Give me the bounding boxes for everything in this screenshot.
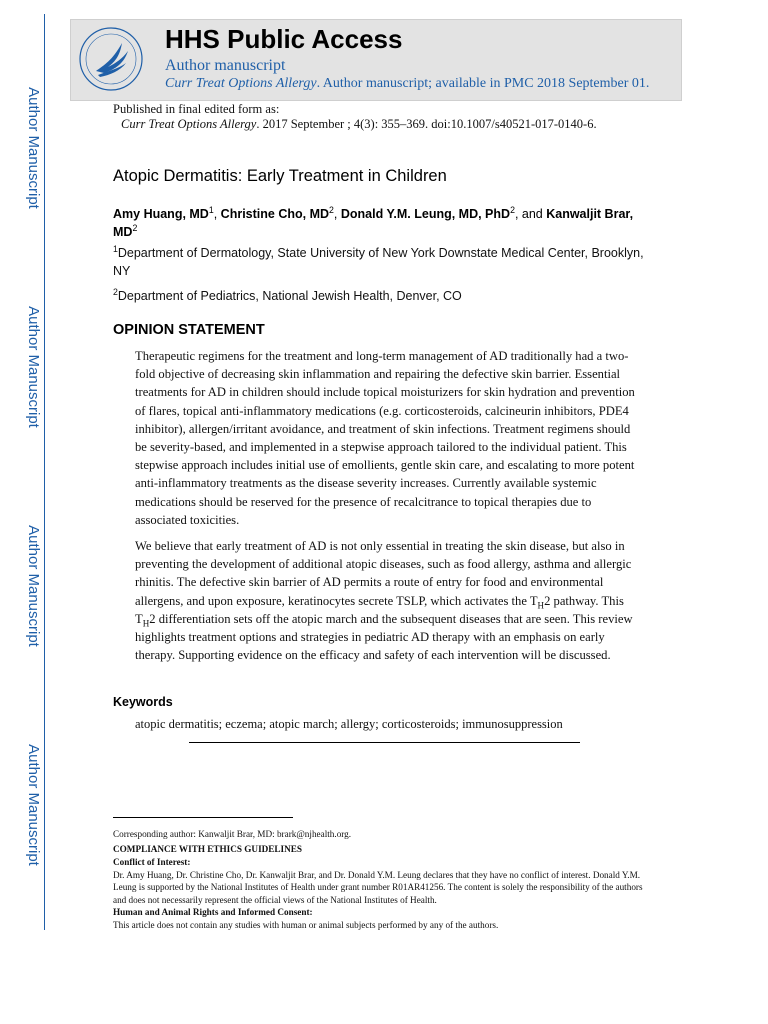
affiliation: $^2$Department of Pediatrics, National Jewish Health, Denver, CO [113,286,462,303]
section-divider [189,742,580,743]
conflict-of-interest-text: Dr. Amy Huang, Dr. Christine Cho, Dr. Kanwaljit Brar, and Dr. Donald Y.M. Leung declares that they have no conflict of interest. Donald Y.M. Leung is supported by the National Institutes of Health under grant number R01AR41256. The content is solely the responsibility of the authors and does not necessarily represent the official views of the National Institutes of Health. [113,870,643,905]
author-name: Donald Y.M. Leung, MD, PhD [340,207,511,221]
opinion-statement-heading: OPINION STATEMENT [113,322,265,338]
opinion-paragraph: We believe that early treatment of AD is not only essential in treating the skin disease, but also in preventing the development of additional atopic diseases, such as food allergy, asthma and allergic rhinitis. The defective skin barrier of AD permits a route of entry for food and environmental allergens, and upon exposure, keratinocytes secrete TSLP, which activates the $T_H2$ pathway. This $T_H2$ differentiation sets off the atopic march and the subsequent diseases that are seen. This review highlights treatment options and strategies in pediatric AD therapy with an emphasis on early therapy. Supporting evidence on the efficacy and safety of each intervention will be discussed. [135,539,633,663]
published-note: Published in final edited form as: [113,102,280,116]
article-title: Atopic Dermatitis: Early Treatment in Children [113,167,447,185]
conflict-of-interest-heading: Conflict of Interest: [113,857,191,867]
opinion-paragraph: Therapeutic regimens for the treatment and long-term management of AD traditionally had a two-fold objective of decreasing skin inflammation and repairing the defective skin barrier. Essential treatments for AD in children should include topical moisturizers for skin hydration and prevention of flares, topical anti-inflammatory medications (e.g. corticosteroids, calcineurin inhibitors, PDE4 inhibitor), allergen/irritant avoidance, and treatment of skin infections. Treatment regimens should be severity-based, and implemented in a stepwise approach tailored to the individual patient. This stepwise approach includes initial use of emollients, gentle skin care, and escalating to more potent anti-inflammatory treatments as the disease severity increases. Currently available systemic medications should be reserved for the presence of recalcitrance to topical therapies due to associated toxicities. [135,349,635,527]
keywords-list: atopic dermatitis; eczema; atopic march; allergy; corticosteroids; immunosuppression [135,717,563,731]
affiliation: $^1$Department of Dermatology, State University of New York Downstate Medical Center, Brooklyn, NY [113,243,644,278]
margin-rule [44,14,45,930]
human-animal-rights-text: This article does not contain any studies with human or animal subjects performed by any of the authors. [113,920,499,930]
citation: Curr Treat Options Allergy. 2017 September ; 4(3): 355–369. doi:10.1007/s40521-017-0140-6. [121,117,597,131]
footnote-divider [113,817,293,818]
keywords-heading: Keywords [113,695,173,709]
corresponding-author: Corresponding author: Kanwaljit Brar, MD: brark@njhealth.org. [113,829,352,839]
hhs-public-access-title: HHS Public Access [165,24,403,54]
manuscript-availability: Curr Treat Options Allergy. Author manuscript; available in PMC 2018 September 01. [165,76,650,91]
author-name: Amy Huang, MD [113,207,209,221]
author-name: Kanwaljit Brar, MD [113,207,634,239]
author-list: Amy Huang, $MD^1$, Christine Cho, $MD^2$, Donald Y.M. Leung, MD, PhD$^2$, and Kanwaljit Brar, $MD^2$ [113,204,634,239]
human-animal-rights-heading: Human and Animal Rights and Informed Consent: [113,907,313,917]
compliance-heading: COMPLIANCE WITH ETHICS GUIDELINES [113,844,302,854]
author-name: Christine Cho, MD [220,207,330,221]
author-manuscript-label: Author manuscript [165,57,286,74]
hhs-eagle-logo-icon [78,25,144,93]
